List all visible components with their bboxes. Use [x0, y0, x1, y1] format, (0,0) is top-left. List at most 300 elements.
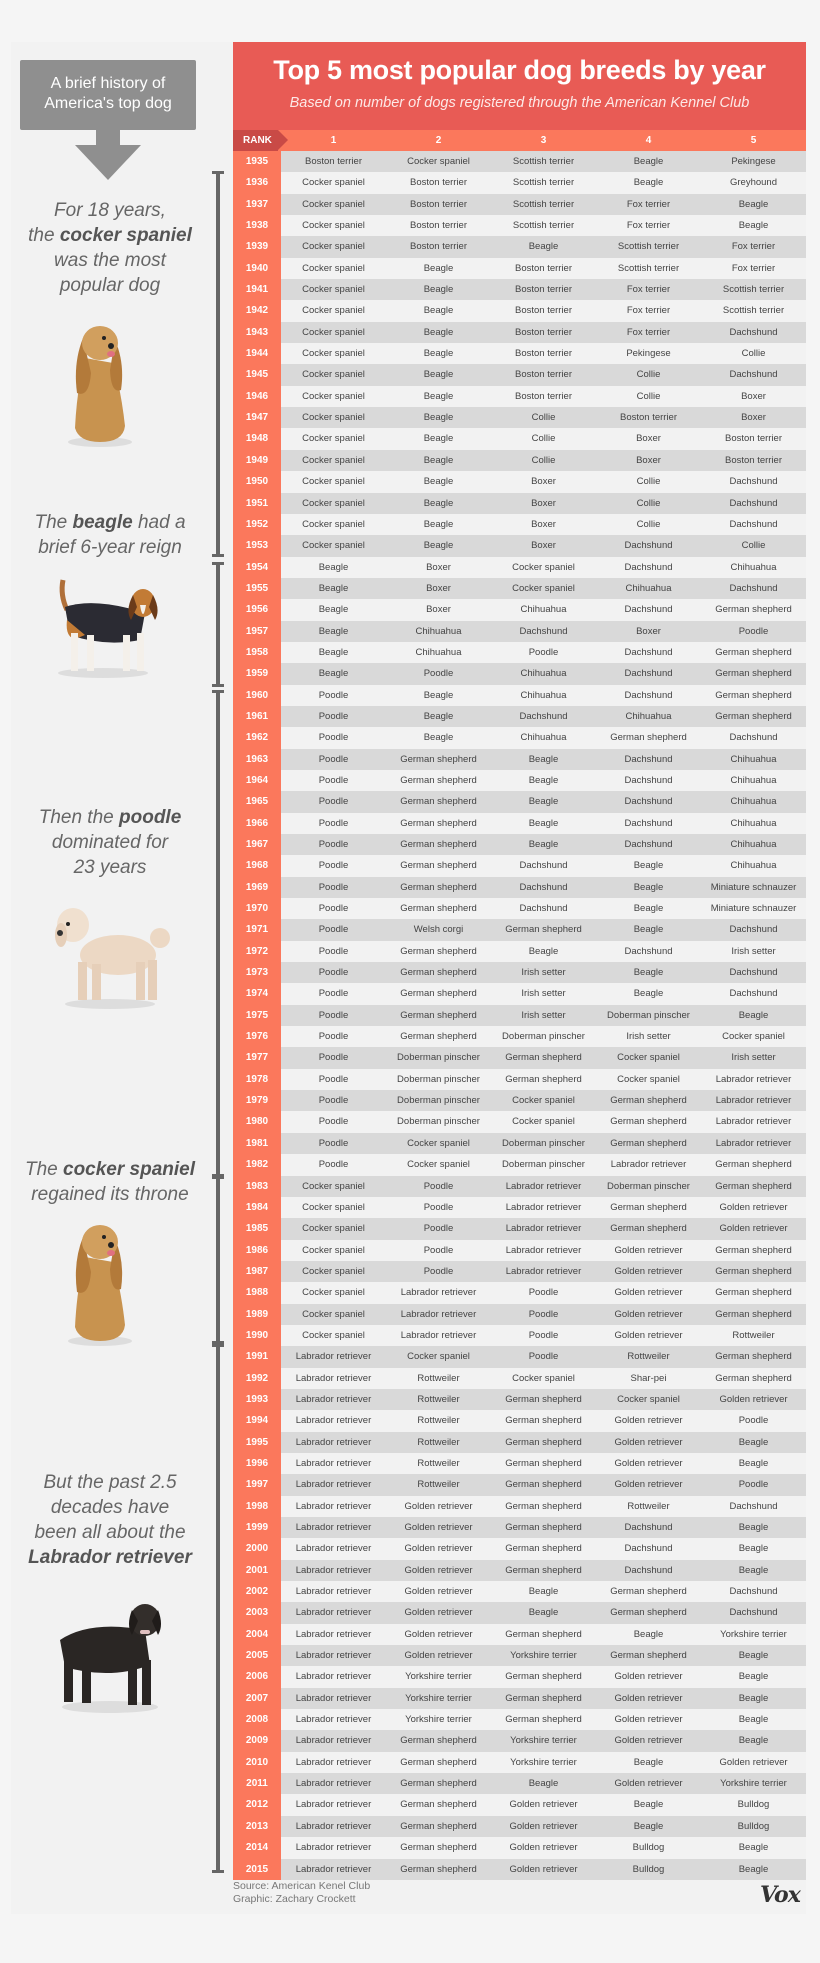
table-row — [233, 834, 806, 855]
breed-cell-rank-1: Cocker spaniel — [302, 476, 365, 488]
breed-cell-rank-1: Beagle — [318, 668, 349, 680]
breed-cell-rank-1: Labrador retriever — [295, 1479, 372, 1491]
breed-cell-rank-5: Boxer — [741, 412, 766, 424]
year-cell: 1941 — [233, 279, 281, 300]
breed-cell-rank-4: Golden retriever — [614, 1329, 683, 1341]
breed-cell-rank-1: Cocker spaniel — [302, 1244, 365, 1256]
year-cell: 1977 — [233, 1047, 281, 1068]
breed-cell-rank-2: Beagle — [423, 476, 454, 488]
breed-cell-rank-3: Collie — [531, 454, 556, 466]
breed-cell-rank-1: Poodle — [318, 796, 349, 808]
year-cell: 1971 — [233, 919, 281, 940]
breed-cell-rank-1: Cocker spaniel — [302, 284, 365, 296]
year-cell: 1965 — [233, 791, 281, 812]
table-row — [233, 1368, 806, 1389]
breed-cell-rank-5: Chihuahua — [730, 753, 777, 765]
story-text: decades have — [50, 1497, 170, 1518]
breed-cell-rank-1: Cocker spaniel — [302, 433, 365, 445]
year-cell: 2012 — [233, 1794, 281, 1815]
year-cell: 1958 — [233, 642, 281, 663]
breed-cell-rank-3: Irish setter — [521, 988, 566, 1000]
breed-cell-rank-3: Dachshund — [519, 881, 568, 893]
rank-column-header: 2 — [435, 135, 442, 146]
breed-cell-rank-2: Boston terrier — [409, 241, 468, 253]
breed-cell-rank-3: Yorkshire terrier — [510, 1756, 577, 1768]
breed-cell-rank-4: Cocker spaniel — [617, 1073, 680, 1085]
breed-cell-rank-5: Irish setter — [731, 1052, 776, 1064]
table-row — [233, 749, 806, 770]
table-row — [233, 1560, 806, 1581]
breed-cell-rank-5: German shepherd — [715, 689, 792, 701]
breed-cell-rank-2: Boston terrier — [409, 220, 468, 232]
breed-cell-rank-1: Poodle — [318, 967, 349, 979]
breed-cell-rank-5: Dachshund — [729, 476, 778, 488]
year-cell: 1970 — [233, 898, 281, 919]
vox-logo: Vox — [760, 1882, 800, 1908]
table-row — [233, 578, 806, 599]
year-cell: 1964 — [233, 770, 281, 791]
breed-cell-rank-4: Beagle — [633, 903, 664, 915]
breed-ranking-table — [233, 151, 806, 1880]
intro-box — [20, 60, 196, 130]
breed-cell-rank-1: Labrador retriever — [295, 1351, 372, 1363]
breed-cell-rank-5: Beagle — [738, 1735, 769, 1747]
breed-cell-rank-2: Cocker spaniel — [407, 156, 470, 167]
breed-cell-rank-1: Labrador retriever — [295, 1692, 372, 1704]
breed-cell-rank-5: Dachshund — [729, 1500, 778, 1512]
story-cocker-spaniel-era-2 — [10, 1157, 210, 1207]
breed-cell-rank-4: Fox terrier — [626, 326, 671, 338]
breed-cell-rank-3: Dachshund — [519, 710, 568, 722]
down-arrow-icon — [75, 145, 141, 180]
table-row — [233, 1218, 806, 1239]
breed-cell-rank-2: Beagle — [423, 369, 454, 381]
breed-cell-rank-5: Golden retriever — [719, 1223, 788, 1235]
breed-cell-rank-1: Beagle — [318, 646, 349, 658]
breed-cell-rank-3: Beagle — [528, 774, 559, 786]
era-bracket-cocker-spaniel-1 — [212, 171, 224, 557]
story-labrador-era — [10, 1470, 210, 1570]
down-arrow-stem-icon — [96, 130, 120, 146]
table-row — [233, 1794, 806, 1815]
breed-cell-rank-5: Dachshund — [729, 326, 778, 338]
table-row — [233, 941, 806, 962]
breed-cell-rank-1: Labrador retriever — [295, 1650, 372, 1662]
breed-cell-rank-1: Poodle — [318, 753, 349, 765]
cocker-spaniel-image-icon — [55, 318, 145, 448]
chart-subtitle: Based on number of dogs registered through the American Kennel Club — [289, 95, 750, 111]
breed-cell-rank-4: German shepherd — [610, 1116, 687, 1128]
breed-cell-rank-3: Beagle — [528, 945, 559, 957]
table-row — [233, 855, 806, 876]
year-cell: 1996 — [233, 1453, 281, 1474]
story-text: the — [28, 225, 60, 246]
table-row — [233, 172, 806, 193]
breed-cell-rank-5: Chihuahua — [730, 860, 777, 872]
breed-cell-rank-3: Golden retriever — [509, 1799, 578, 1811]
breed-cell-rank-1: Poodle — [318, 1159, 349, 1171]
year-cell: 1954 — [233, 557, 281, 578]
table-row — [233, 1026, 806, 1047]
breed-cell-rank-5: Beagle — [738, 1650, 769, 1662]
breed-cell-rank-2: Welsh corgi — [413, 924, 464, 936]
breed-cell-rank-2: Labrador retriever — [400, 1308, 477, 1320]
breed-cell-rank-4: Golden retriever — [614, 1692, 683, 1704]
breed-cell-rank-1: Labrador retriever — [295, 1586, 372, 1598]
table-row — [233, 1325, 806, 1346]
breed-cell-rank-2: German shepherd — [400, 1842, 477, 1854]
breed-cell-rank-4: Boxer — [636, 454, 661, 466]
table-row — [233, 685, 806, 706]
breed-cell-rank-2: Rottweiler — [417, 1372, 460, 1384]
breed-cell-rank-5: Poodle — [738, 1415, 769, 1427]
breed-cell-rank-3: Dachshund — [519, 625, 568, 637]
table-row — [233, 1154, 806, 1175]
table-row — [233, 1624, 806, 1645]
breed-cell-rank-5: Miniature schnauzer — [710, 903, 797, 915]
story-text: For 18 years, — [54, 200, 166, 221]
breed-cell-rank-5: German shepherd — [715, 668, 792, 680]
rank-column-header: 5 — [750, 135, 757, 146]
breed-cell-rank-1: Labrador retriever — [295, 1500, 372, 1512]
breed-cell-rank-3: Boxer — [531, 497, 556, 509]
breed-cell-rank-4: Fox terrier — [626, 284, 671, 296]
breed-cell-rank-3: German shepherd — [505, 924, 582, 936]
breed-cell-rank-3: Golden retriever — [509, 1863, 578, 1875]
breed-cell-rank-1: Boston terrier — [304, 156, 363, 167]
year-cell: 2000 — [233, 1538, 281, 1559]
breed-cell-rank-5: Poodle — [738, 625, 769, 637]
breed-cell-rank-4: German shepherd — [610, 1137, 687, 1149]
breed-cell-rank-4: Collie — [636, 497, 661, 509]
table-row — [233, 493, 806, 514]
breed-cell-rank-3: German shepherd — [505, 1543, 582, 1555]
breed-cell-rank-2: Rottweiler — [417, 1457, 460, 1469]
breed-cell-rank-4: Cocker spaniel — [617, 1052, 680, 1064]
breed-cell-rank-2: Boxer — [426, 604, 451, 616]
breed-cell-rank-2: Poodle — [423, 1180, 454, 1192]
breed-cell-rank-3: Scottish terrier — [512, 177, 575, 189]
breed-cell-rank-5: Beagle — [738, 1457, 769, 1469]
breed-cell-rank-5: Chihuahua — [730, 774, 777, 786]
year-cell: 1992 — [233, 1368, 281, 1389]
table-row — [233, 1752, 806, 1773]
breed-cell-rank-2: Yorkshire terrier — [405, 1714, 472, 1726]
breed-cell-rank-5: Beagle — [738, 1522, 769, 1533]
story-breed: Labrador retriever — [28, 1547, 192, 1568]
year-cell: 1999 — [233, 1517, 281, 1538]
breed-cell-rank-5: Bulldog — [737, 1799, 770, 1811]
breed-cell-rank-5: Fox terrier — [731, 262, 776, 274]
breed-cell-rank-1: Beagle — [318, 604, 349, 616]
breed-cell-rank-1: Cocker spaniel — [302, 390, 365, 402]
year-cell: 1967 — [233, 834, 281, 855]
breed-cell-rank-1: Poodle — [318, 1052, 349, 1064]
year-cell: 1949 — [233, 450, 281, 471]
breed-cell-rank-3: Cocker spaniel — [512, 1372, 575, 1384]
breed-cell-rank-4: Cocker spaniel — [617, 1393, 680, 1405]
rank-column-header: 3 — [540, 135, 547, 146]
breed-cell-rank-3: Chihuahua — [520, 604, 567, 616]
breed-cell-rank-2: Poodle — [423, 668, 454, 680]
breed-cell-rank-2: German shepherd — [400, 1820, 477, 1832]
breed-cell-rank-3: German shepherd — [505, 1393, 582, 1405]
breed-cell-rank-5: Dachshund — [729, 924, 778, 936]
table-row — [233, 1133, 806, 1154]
year-cell: 2006 — [233, 1666, 281, 1687]
year-cell: 2005 — [233, 1645, 281, 1666]
table-row — [233, 1047, 806, 1068]
breed-cell-rank-4: Golden retriever — [614, 1415, 683, 1427]
breed-cell-rank-3: Irish setter — [521, 967, 566, 979]
table-row — [233, 898, 806, 919]
year-cell: 1961 — [233, 706, 281, 727]
table-row — [233, 1389, 806, 1410]
breed-cell-rank-5: Scottish terrier — [722, 284, 785, 296]
breed-cell-rank-3: German shepherd — [505, 1052, 582, 1064]
breed-cell-rank-5: Golden retriever — [719, 1201, 788, 1213]
breed-cell-rank-3: Beagle — [528, 796, 559, 808]
breed-cell-rank-5: Beagle — [738, 1692, 769, 1704]
year-cell: 1935 — [233, 151, 281, 172]
breed-cell-rank-4: Golden retriever — [614, 1479, 683, 1491]
breed-cell-rank-3: Beagle — [528, 241, 559, 253]
breed-cell-rank-5: Greyhound — [729, 177, 777, 189]
beagle-image-icon — [45, 575, 160, 680]
breed-cell-rank-1: Labrador retriever — [295, 1607, 372, 1619]
table-row — [233, 258, 806, 279]
breed-cell-rank-4: German shepherd — [610, 1223, 687, 1235]
cocker-spaniel-image-icon — [55, 1217, 145, 1347]
breed-cell-rank-4: Fox terrier — [626, 198, 671, 210]
breed-cell-rank-1: Cocker spaniel — [302, 220, 365, 232]
breed-cell-rank-1: Poodle — [318, 988, 349, 1000]
year-cell: 1997 — [233, 1474, 281, 1495]
breed-cell-rank-4: Golden retriever — [614, 1287, 683, 1299]
breed-cell-rank-2: German shepherd — [400, 1778, 477, 1790]
breed-cell-rank-4: Beagle — [633, 924, 664, 936]
breed-cell-rank-5: Golden retriever — [719, 1393, 788, 1405]
breed-cell-rank-5: Beagle — [738, 1671, 769, 1683]
table-row — [233, 215, 806, 236]
table-row — [233, 300, 806, 321]
year-cell: 1937 — [233, 194, 281, 215]
breed-cell-rank-4: Golden retriever — [614, 1778, 683, 1790]
breed-cell-rank-5: Collie — [741, 348, 766, 360]
table-row — [233, 1773, 806, 1794]
breed-cell-rank-2: Beagle — [423, 689, 454, 701]
breed-cell-rank-2: German shepherd — [400, 1863, 477, 1875]
year-cell: 2011 — [233, 1773, 281, 1794]
breed-cell-rank-2: Golden retriever — [404, 1650, 473, 1662]
breed-cell-rank-1: Poodle — [318, 774, 349, 786]
breed-cell-rank-1: Labrador retriever — [295, 1436, 372, 1448]
breed-cell-rank-5: German shepherd — [715, 604, 792, 616]
breed-cell-rank-4: Golden retriever — [614, 1735, 683, 1747]
breed-cell-rank-5: Labrador retriever — [715, 1095, 792, 1107]
table-row — [233, 1304, 806, 1325]
year-cell: 1973 — [233, 962, 281, 983]
intro-line-1: A brief history of — [50, 75, 166, 92]
breed-cell-rank-5: Chihuahua — [730, 839, 777, 850]
year-cell: 2010 — [233, 1752, 281, 1773]
breed-cell-rank-5: Dachshund — [729, 1607, 778, 1619]
breed-cell-rank-3: Doberman pinscher — [502, 1031, 585, 1043]
year-cell: 1942 — [233, 300, 281, 321]
year-cell: 1948 — [233, 428, 281, 449]
breed-cell-rank-3: Golden retriever — [509, 1842, 578, 1854]
breed-cell-rank-1: Cocker spaniel — [302, 1223, 365, 1235]
breed-cell-rank-1: Labrador retriever — [295, 1735, 372, 1747]
story-cocker-spaniel-era-1 — [10, 198, 210, 298]
breed-cell-rank-2: Poodle — [423, 1223, 454, 1235]
breed-cell-rank-3: Doberman pinscher — [502, 1159, 585, 1171]
breed-cell-rank-2: Beagle — [423, 412, 454, 424]
breed-cell-rank-1: Labrador retriever — [295, 1564, 372, 1576]
breed-cell-rank-2: German shepherd — [400, 753, 477, 765]
breed-cell-rank-2: Beagle — [423, 390, 454, 402]
breed-cell-rank-2: German shepherd — [400, 1735, 477, 1747]
breed-cell-rank-4: Beagle — [633, 1756, 664, 1768]
table-row — [233, 1645, 806, 1666]
year-cell: 1968 — [233, 855, 281, 876]
year-cell: 1978 — [233, 1069, 281, 1090]
breed-cell-rank-5: Dachshund — [729, 582, 778, 594]
breed-cell-rank-4: Boxer — [636, 433, 661, 445]
breed-cell-rank-4: German shepherd — [610, 1607, 687, 1619]
breed-cell-rank-4: Dachshund — [624, 796, 673, 808]
breed-cell-rank-1: Poodle — [318, 1031, 349, 1043]
graphic-credit: Graphic: Zachary Crockett — [233, 1893, 356, 1905]
story-text: regained its throne — [31, 1184, 189, 1205]
story-text — [10, 1157, 210, 1182]
table-row — [233, 535, 806, 556]
breed-cell-rank-5: German shepherd — [715, 1180, 792, 1192]
breed-cell-rank-2: Beagle — [423, 540, 454, 552]
year-cell: 1988 — [233, 1282, 281, 1303]
year-cell: 1956 — [233, 599, 281, 620]
table-row — [233, 428, 806, 449]
breed-cell-rank-1: Labrador retriever — [295, 1522, 372, 1533]
breed-cell-rank-2: Poodle — [423, 1201, 454, 1213]
breed-cell-rank-4: Collie — [636, 390, 661, 402]
breed-cell-rank-3: Beagle — [528, 1607, 559, 1619]
breed-cell-rank-1: Beagle — [318, 582, 349, 594]
table-row — [233, 983, 806, 1004]
breed-cell-rank-5: Dachshund — [729, 988, 778, 1000]
breed-cell-rank-1: Cocker spaniel — [302, 412, 365, 424]
breed-cell-rank-4: German shepherd — [610, 1650, 687, 1662]
breed-cell-rank-2: German shepherd — [400, 860, 477, 872]
year-cell: 1975 — [233, 1005, 281, 1026]
breed-cell-rank-3: German shepherd — [505, 1564, 582, 1576]
breed-cell-rank-4: Bulldog — [632, 1842, 665, 1854]
breed-cell-rank-3: Boston terrier — [514, 348, 573, 360]
breed-cell-rank-2: Poodle — [423, 1244, 454, 1256]
table-row — [233, 450, 806, 471]
table-row — [233, 706, 806, 727]
story-text: Then the — [38, 807, 119, 828]
breed-cell-rank-4: Golden retriever — [614, 1714, 683, 1726]
breed-cell-rank-3: Chihuahua — [520, 668, 567, 680]
story-text — [10, 805, 210, 830]
chart-title: Top 5 most popular dog breeds by year — [273, 55, 766, 85]
breed-cell-rank-3: Poodle — [528, 1351, 559, 1363]
breed-cell-rank-5: Yorkshire terrier — [720, 1778, 787, 1790]
breed-cell-rank-3: German shepherd — [505, 1479, 582, 1491]
breed-cell-rank-4: Dachshund — [624, 1543, 673, 1555]
breed-cell-rank-5: Scottish terrier — [722, 305, 785, 317]
breed-cell-rank-3: Cocker spaniel — [512, 582, 575, 594]
breed-cell-rank-4: Chihuahua — [625, 710, 672, 722]
year-cell: 2007 — [233, 1688, 281, 1709]
table-row — [233, 1602, 806, 1623]
year-cell: 1960 — [233, 685, 281, 706]
rank-label: RANK — [233, 130, 278, 151]
year-cell: 1953 — [233, 535, 281, 556]
table-row — [233, 1496, 806, 1517]
year-cell: 1943 — [233, 322, 281, 343]
breed-cell-rank-3: Labrador retriever — [505, 1201, 582, 1213]
year-cell: 2014 — [233, 1837, 281, 1858]
breed-cell-rank-1: Poodle — [318, 732, 349, 744]
breed-cell-rank-3: Scottish terrier — [512, 220, 575, 232]
breed-cell-rank-5: Beagle — [738, 1009, 769, 1021]
breed-cell-rank-3: Boxer — [531, 540, 556, 552]
breed-cell-rank-2: German shepherd — [400, 774, 477, 786]
table-row — [233, 770, 806, 791]
breed-cell-rank-3: Yorkshire terrier — [510, 1735, 577, 1747]
breed-cell-rank-2: Beagle — [423, 284, 454, 296]
year-cell: 1951 — [233, 493, 281, 514]
year-cell: 1976 — [233, 1026, 281, 1047]
breed-cell-rank-2: Doberman pinscher — [397, 1116, 480, 1128]
table-row — [233, 514, 806, 535]
breed-cell-rank-3: Poodle — [528, 1329, 559, 1341]
breed-cell-rank-3: Boston terrier — [514, 305, 573, 317]
breed-cell-rank-1: Poodle — [318, 903, 349, 915]
breed-cell-rank-2: Rottweiler — [417, 1393, 460, 1405]
table-row — [233, 1474, 806, 1495]
rank-header-row — [233, 130, 806, 151]
year-cell: 1985 — [233, 1218, 281, 1239]
breed-cell-rank-2: Beagle — [423, 326, 454, 338]
year-cell: 1969 — [233, 877, 281, 898]
chart-header — [233, 42, 806, 130]
breed-cell-rank-4: Doberman pinscher — [607, 1009, 690, 1021]
breed-cell-rank-5: German shepherd — [715, 1372, 792, 1384]
breed-cell-rank-4: Scottish terrier — [617, 241, 680, 253]
breed-cell-rank-4: Beagle — [633, 1628, 664, 1640]
breed-cell-rank-4: Beagle — [633, 988, 664, 1000]
breed-cell-rank-4: Boston terrier — [619, 412, 678, 424]
breed-cell-rank-4: Pekingese — [626, 348, 671, 360]
table-row — [233, 343, 806, 364]
breed-cell-rank-4: Dachshund — [624, 646, 673, 658]
breed-cell-rank-2: Beagle — [423, 497, 454, 509]
table-row — [233, 1859, 806, 1880]
breed-cell-rank-5: Yorkshire terrier — [720, 1628, 787, 1640]
table-row — [233, 1111, 806, 1132]
breed-cell-rank-1: Labrador retriever — [295, 1372, 372, 1384]
breed-cell-rank-3: Cocker spaniel — [512, 1116, 575, 1128]
story-beagle-era — [10, 510, 210, 560]
breed-cell-rank-1: Cocker spaniel — [302, 454, 365, 466]
breed-cell-rank-1: Labrador retriever — [295, 1799, 372, 1811]
table-row — [233, 471, 806, 492]
breed-cell-rank-4: Dachshund — [624, 540, 673, 552]
breed-cell-rank-5: Beagle — [738, 198, 769, 210]
